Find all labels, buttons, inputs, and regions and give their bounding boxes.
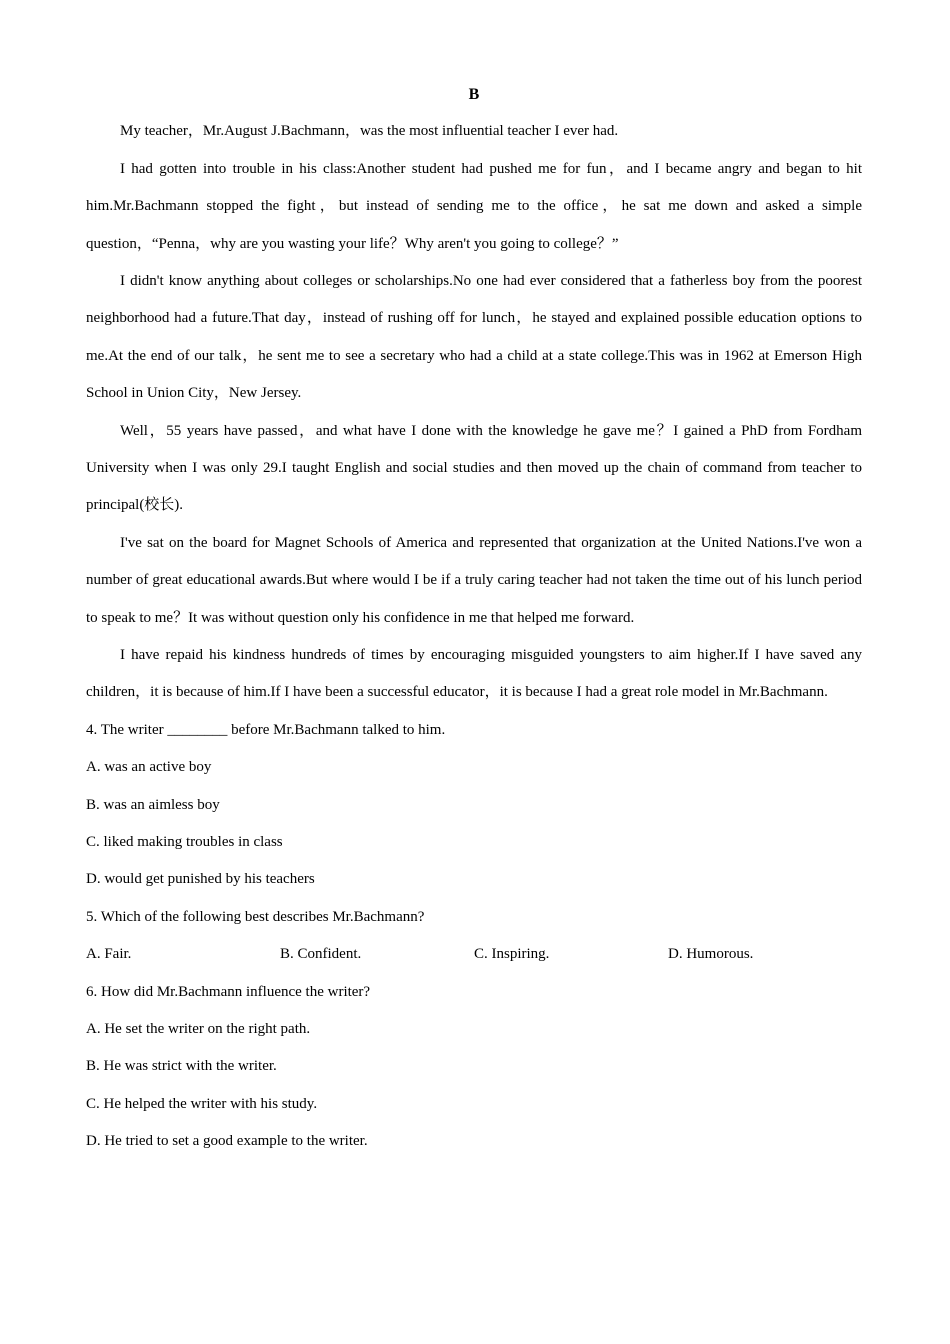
- question-4-option-a: A. was an active boy: [86, 759, 212, 776]
- question-5-option-c: C. Inspiring.: [474, 946, 550, 963]
- question-4-stem: 4. The writer ________ before Mr.Bachmann talked to him.: [86, 721, 446, 738]
- question-5-option-d: D. Humorous.: [668, 946, 754, 963]
- passage-paragraph-2: I had gotten into trouble in his class:Another student had pushed me for fun，and I became angry and began to hit him.Mr.Bachmann stopped the fight，but instead of sending me to the office，he sat me down and asked a simple question，“Penna，why are you wasting your life？Why aren't you going to college？”: [86, 160, 862, 252]
- question-6-option-d: D. He tried to set a good example to the writer.: [86, 1133, 368, 1150]
- question-6-stem: 6. How did Mr.Bachmann influence the writer?: [86, 983, 371, 1000]
- section-title: B: [468, 86, 480, 103]
- passage-paragraph-6: I have repaid his kindness hundreds of times by encouraging misguided youngsters to aim higher.If I have saved any children，it is because of him.If I have been a successful educator，it is because I had a great role model in Mr.Bachmann.: [86, 647, 862, 701]
- question-5: [86, 899, 862, 974]
- passage-paragraph-1: My teacher，Mr.August J.Bachmann，was the most influential teacher I ever had.: [120, 123, 619, 140]
- question-6-option-b: B. He was strict with the writer.: [86, 1058, 277, 1075]
- passage-paragraph-3: I didn't know anything about colleges or scholarships.No one had ever considered that a fatherless boy from the poorest neighborhood had a future.That day，instead of rushing off for lunch，he stayed and explained possible education options to me.At the end of our talk，he sent me to see a secretary who had a child at a state college.This was in 1962 at Emerson High School in Union City，New Jersey.: [86, 273, 862, 402]
- question-4-option-b: B. was an aimless boy: [86, 796, 220, 813]
- passage: [86, 113, 862, 712]
- document-page: [86, 76, 862, 1161]
- question-5-option-a: A. Fair.: [86, 946, 132, 963]
- question-6-option-a: A. He set the writer on the right path.: [86, 1021, 311, 1038]
- question-6-option-c: C. He helped the writer with his study.: [86, 1095, 318, 1112]
- question-6: [86, 974, 862, 1161]
- question-4-option-c: C. liked making troubles in class: [86, 834, 283, 851]
- question-4: [86, 712, 862, 899]
- question-5-options: [86, 936, 862, 973]
- passage-paragraph-4: Well，55 years have passed，and what have I done with the knowledge he gave me？I gained a PhD from Fordham University when I was only 29.I taught English and social studies and then moved up the chain of command from teacher to principal(校长).: [86, 422, 862, 514]
- question-4-option-d: D. would get punished by his teachers: [86, 871, 315, 888]
- question-5-option-b: B. Confident.: [280, 946, 362, 963]
- passage-paragraph-5: I've sat on the board for Magnet Schools of America and represented that organization at the United Nations.I've won a number of great educational awards.But where would I be if a truly caring teacher had not taken the time out of his lunch period to speak to me？It was without question only his confidence in me that helped me forward.: [86, 534, 862, 626]
- question-5-stem: 5. Which of the following best describes Mr.Bachmann?: [86, 908, 425, 925]
